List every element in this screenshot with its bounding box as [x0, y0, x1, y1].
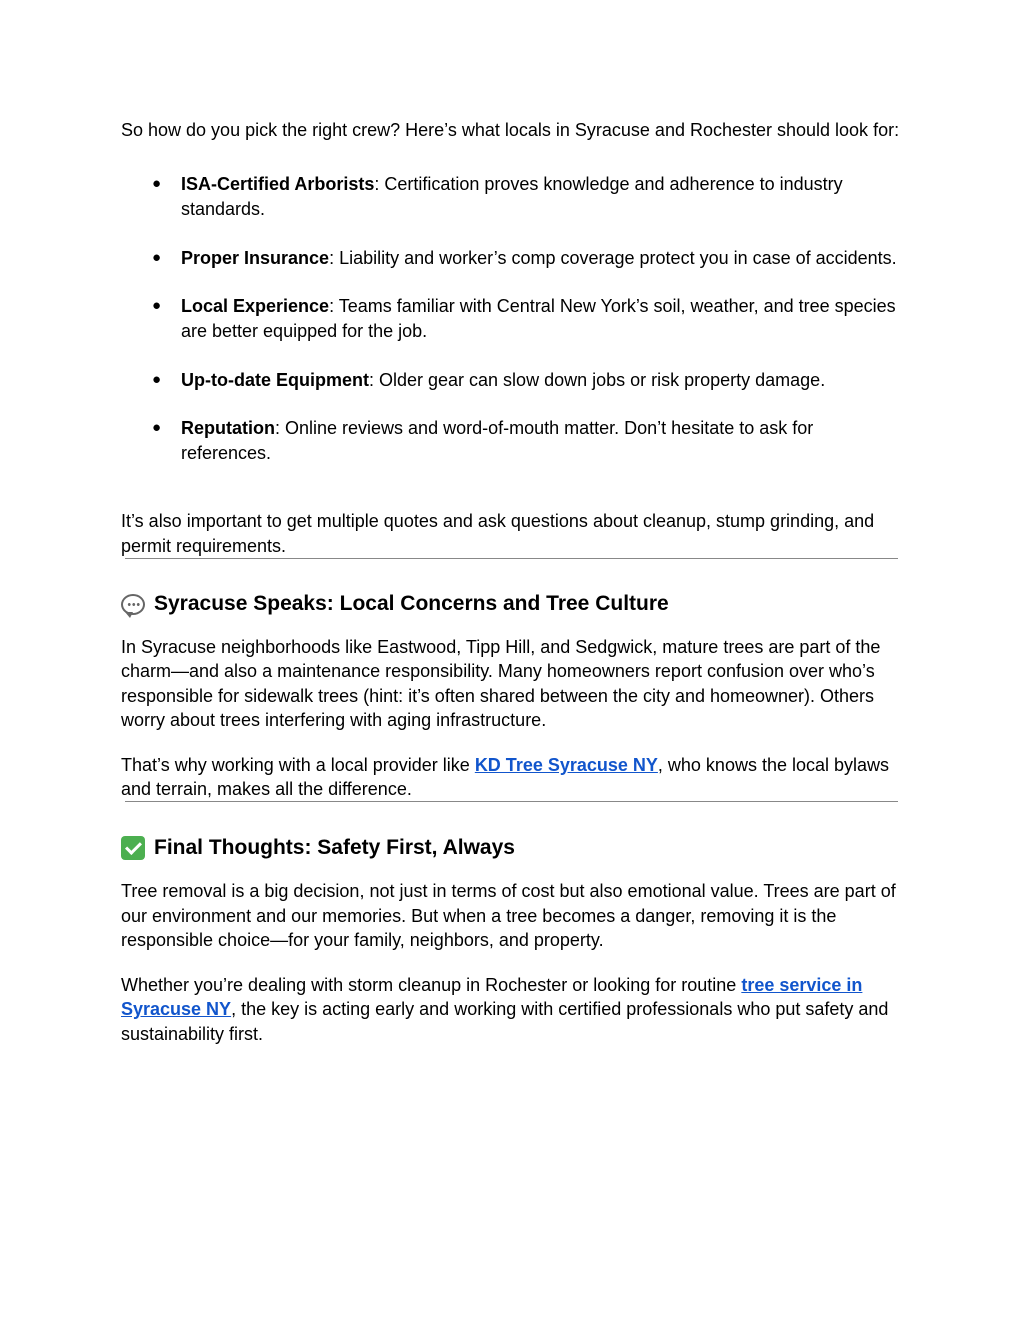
criteria-term: Local Experience	[181, 296, 330, 317]
text-run: , who knows the local bylaws and terrain, makes all the difference.	[121, 754, 890, 800]
text-run: That’s why working with a local provider like	[121, 754, 475, 775]
heading-text: Final Thoughts: Safety First, Always	[154, 836, 515, 860]
bullet-icon: ●	[152, 175, 162, 193]
criteria-term: Proper Insurance	[181, 247, 330, 268]
provider-paragraph	[121, 753, 901, 802]
criteria-desc: : Teams familiar with Central New York’s soil, weather, and tree species are better equipped for the job.	[181, 296, 896, 341]
section-heading-syracuse-speaks	[121, 589, 901, 619]
section-heading-final-thoughts	[121, 833, 901, 863]
bullet-icon: ●	[152, 248, 162, 266]
list-item	[121, 294, 901, 343]
speech-balloon-icon	[121, 594, 145, 615]
list-item	[121, 368, 901, 392]
tree-service-link[interactable]: tree service in Syracuse NY	[121, 974, 863, 1020]
closing-paragraph	[121, 973, 901, 1046]
bullet-icon: ●	[152, 297, 162, 315]
intro-paragraph: So how do you pick the right crew? Here’s what locals in Syracuse and Rochester should look for:	[121, 120, 900, 140]
text-run: , the key is acting early and working with certified professionals who put safety and sustainability first.	[121, 999, 889, 1044]
criteria-term: Reputation	[181, 418, 275, 439]
section-divider	[125, 801, 898, 802]
text-run: Whether you’re dealing with storm cleanup in Rochester or looking for routine	[121, 974, 742, 995]
list-item	[121, 416, 901, 465]
check-mark-icon	[121, 836, 145, 860]
final-paragraph: Tree removal is a big decision, not just in terms of cost but also emotional value. Trees are part of our environment and our memories. But when a tree becomes a danger, removing it is the responsible choice—for your family, neighbors, and property.	[121, 881, 896, 951]
criteria-desc: : Older gear can slow down jobs or risk property damage.	[368, 369, 826, 390]
criteria-desc: : Certification proves knowledge and adherence to industry standards.	[181, 174, 843, 219]
criteria-desc: : Liability and worker’s comp coverage protect you in case of accidents.	[329, 247, 897, 268]
quotes-paragraph: It’s also important to get multiple quotes and ask questions about cleanup, stump grinding, and permit requirements.	[121, 511, 875, 556]
document-page	[121, 118, 901, 1046]
bullet-icon: ●	[152, 419, 162, 437]
crew-criteria-list	[121, 172, 901, 465]
criteria-desc: : Online reviews and word-of-mouth matter. Don’t hesitate to ask for references.	[181, 418, 814, 463]
criteria-term: ISA-Certified Arborists	[181, 174, 375, 195]
heading-text: Syracuse Speaks: Local Concerns and Tree Culture	[154, 592, 669, 616]
syracuse-paragraph: In Syracuse neighborhoods like Eastwood, Tipp Hill, and Sedgwick, mature trees are part of the charm—and also a maintenance responsibility. Many homeowners report confusion over who’s responsible for sidewalk trees (hint: it’s often shared between the city and homeowner). Others worry about trees interfering with aging infrastructure.	[121, 637, 881, 731]
kd-tree-link[interactable]: KD Tree Syracuse NY	[474, 754, 658, 775]
list-item	[121, 172, 901, 221]
list-item	[121, 246, 901, 270]
section-divider	[125, 558, 898, 559]
bullet-icon: ●	[152, 370, 162, 388]
criteria-term: Up-to-date Equipment	[181, 369, 369, 390]
